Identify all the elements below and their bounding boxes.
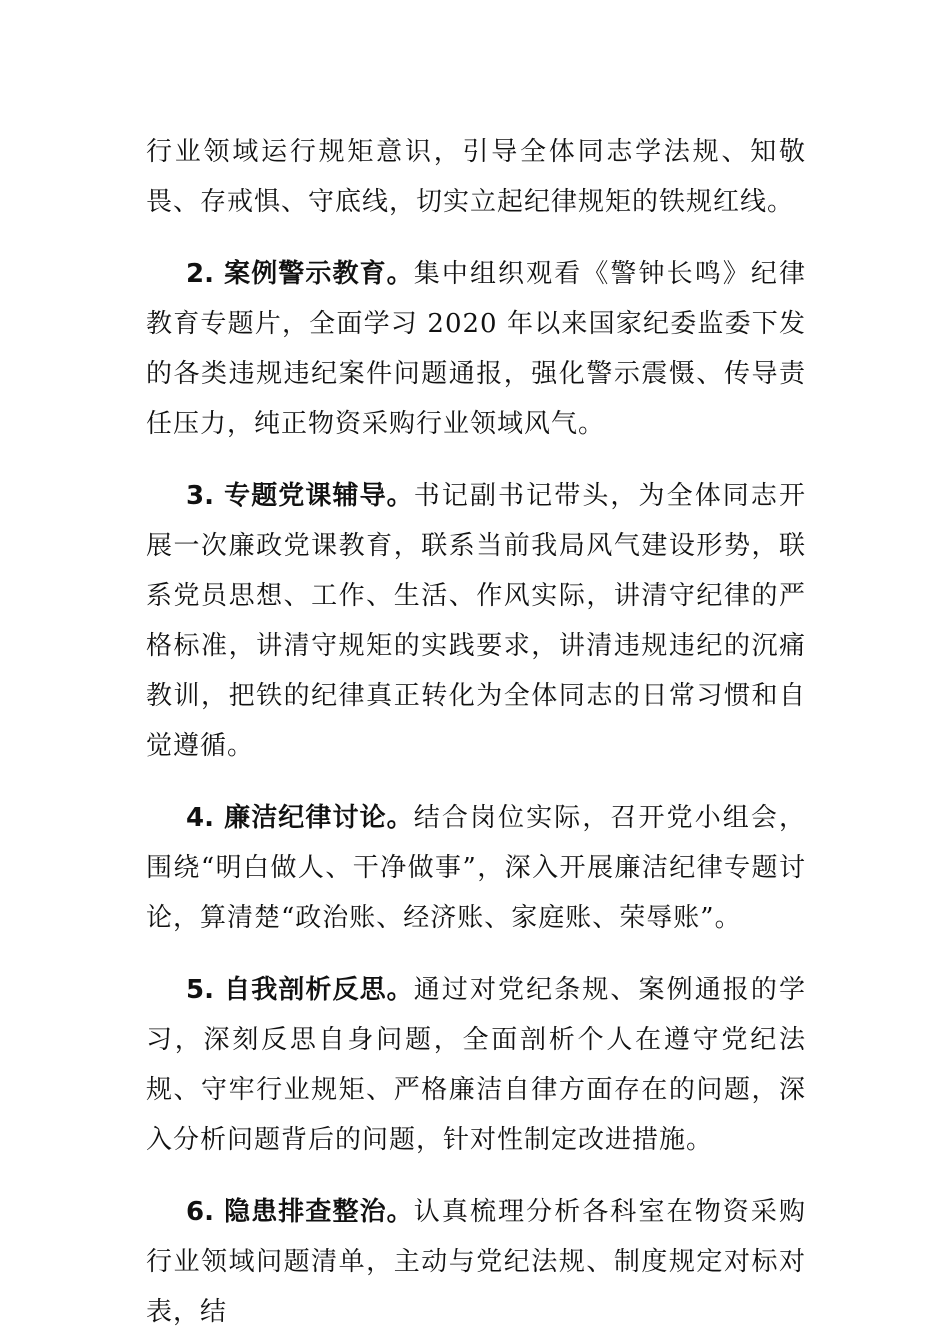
item-body-4: 结合岗位实际，召开党小组会，围绕“明白做人、干净做事”，深入开展廉洁纪律专题讨论，算清楚“政治账、经济账、家庭账、荣辱账”。: [146, 803, 806, 933]
item-body-6: 认真梳理分析各科室在物资采购行业领域问题清单，主动与党纪法规、制度规定对标对表，结: [146, 1197, 806, 1327]
document-body: [146, 127, 806, 1337]
item-body-3: 书记副书记带头，为全体同志开展一次廉政党课教育，联系当前我局风气建设形势，联系党员思想、工作、生活、作风实际，讲清守纪律的严格标准，讲清守规矩的实践要求，讲清违规违纪的沉痛教训，把铁的纪律真正转化为全体同志的日常习惯和自觉遵循。: [146, 481, 806, 761]
item-heading-6: 6. 隐患排查整治。: [186, 1197, 414, 1227]
item-paragraph-4: [146, 793, 806, 943]
item-paragraph-5: [146, 965, 806, 1165]
continuation-paragraph: 行业领域运行规矩意识，引导全体同志学法规、知敬畏、存戒惧、守底线，切实立起纪律规矩的铁规红线。: [146, 137, 806, 217]
item-heading-2: 2. 案例警示教育。: [186, 259, 414, 289]
item-heading-4: 4. 廉洁纪律讨论。: [186, 803, 414, 833]
item-paragraph-3: [146, 471, 806, 771]
item-paragraph-2: [146, 249, 806, 449]
item-paragraph-6: [146, 1187, 806, 1337]
item-heading-3: 3. 专题党课辅导。: [186, 481, 414, 511]
item-heading-5: 5. 自我剖析反思。: [186, 975, 414, 1005]
item-body-5: 通过对党纪条规、案例通报的学习，深刻反思自身问题，全面剖析个人在遵守党纪法规、守牢行业规矩、严格廉洁自律方面存在的问题，深入分析问题背后的问题，针对性制定改进措施。: [146, 975, 806, 1155]
item-body-2: 集中组织观看《警钟长鸣》纪律教育专题片，全面学习 2020 年以来国家纪委监委下发的各类违规违纪案件问题通报，强化警示震慑、传导责任压力，纯正物资采购行业领域风气。: [146, 259, 806, 439]
